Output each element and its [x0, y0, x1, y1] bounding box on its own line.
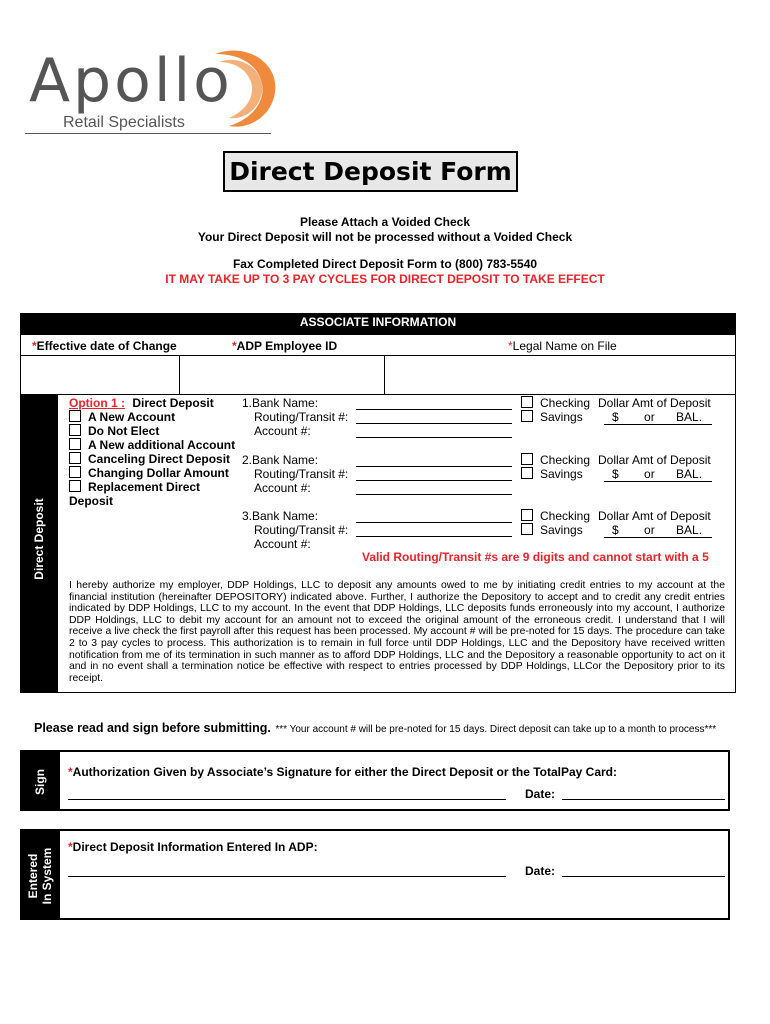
checkbox[interactable] [69, 452, 81, 464]
bank-3-name-line[interactable] [356, 522, 512, 523]
read-sign-prenote: *** Your account # will be pre-noted for 15 days. Direct deposit can take up to a month to process*** [275, 724, 717, 735]
checkbox[interactable] [69, 410, 81, 422]
effective-date-field[interactable] [20, 355, 180, 395]
sign-side-label: Sign [33, 769, 47, 795]
checkbox[interactable] [69, 480, 81, 492]
adp-employee-id-field[interactable] [180, 355, 385, 395]
account-type-3 [521, 509, 590, 537]
checkbox[interactable] [69, 424, 81, 436]
effective-date-label: *Effective date of Change [32, 339, 177, 353]
bank-1-name-line[interactable] [356, 409, 512, 410]
option-new-additional-account[interactable]: A New additional Account [69, 438, 239, 452]
signature-line[interactable] [68, 799, 506, 800]
entered-title: *Direct Deposit Information Entered In ADP: [68, 840, 318, 854]
account-type-1 [521, 396, 590, 424]
form-title: Direct Deposit Form [229, 157, 512, 186]
entered-date-line[interactable] [562, 876, 725, 877]
logo-underline [25, 133, 271, 134]
read-sign-note [34, 719, 764, 737]
option-replacement-direct-deposit[interactable]: Replacement Direct [69, 480, 239, 494]
checking-option[interactable]: Checking [521, 509, 590, 523]
option-canceling-direct-deposit[interactable]: Canceling Direct Deposit [69, 452, 239, 466]
entered-signature-line[interactable] [68, 876, 506, 877]
checkbox[interactable] [521, 523, 533, 535]
balance-label: BAL. [676, 523, 703, 537]
savings-option[interactable]: Savings [521, 410, 590, 424]
dollar-amount-header: Dollar Amt of Deposit [598, 396, 711, 410]
bank-1-routing-line[interactable] [356, 423, 512, 424]
bank-2-name-line[interactable] [356, 466, 512, 467]
dollar-sign: $ [612, 523, 619, 537]
authorization-text: I hereby authorize my employer, DDP Holdings, LLC to deposit any amounts owed to me by initiating credit entries to my account at the financial institution (hereinafter DEPOSITORY) indicated above. Further, I authorize the Depository to accept and to credit any credit entries indicated by DDP Holdings, LLC to my account. In the event that DDP Holdings, LLC deposits funds erroneously into my account, I authorize DDP Holdings, LLC to debit my account for an amount not to exceed the original amount of the erroneous credit. I understand that I will receive a live check the first payroll after this request has been processed. My account # will be pre-noted for 15 days. The procedure can take 2 to 3 pay cycles to process. This authorization is to remain in full force until DDP Holdings, LLC and the Depository have received written notification from me of its termination in such manner as to afford DDP Holdings, LLC and the Depository a reasonable opportunity to act on it and in no event shall a termination notice be effective with respect to entries processed by DDP Holdings, LLCor the Depository prior to its receipt. [69, 580, 725, 684]
account-type-2 [521, 453, 590, 481]
option-do-not-elect[interactable]: Do Not Elect [69, 424, 239, 438]
savings-option[interactable]: Savings [521, 523, 590, 537]
checkbox[interactable] [69, 438, 81, 450]
option-new-account[interactable]: A New Account [69, 410, 239, 424]
bank-name-label: 1.Bank Name: [242, 396, 319, 410]
not-processed-notice: Your Direct Deposit will not be processed without a Voided Check [197, 230, 573, 244]
option-changing-dollar-amount[interactable]: Changing Dollar Amount [69, 466, 239, 480]
bank-name-label: 3.Bank Name: [242, 509, 319, 523]
attach-voided-check: Please Attach a Voided Check [299, 215, 471, 229]
signature-date-label: Date: [525, 787, 556, 801]
associate-info-header [20, 313, 736, 335]
account-label: Account #: [254, 481, 311, 495]
legal-name-field[interactable] [385, 355, 736, 395]
bank-2-account-line[interactable] [356, 494, 512, 495]
checkbox[interactable] [521, 509, 533, 521]
form-title-box [223, 151, 518, 192]
adp-employee-id-label: *ADP Employee ID [232, 339, 338, 353]
or-label: or [644, 523, 655, 537]
logo-subtitle: Retail Specialists [63, 114, 185, 131]
option-heading: Option 1 : Direct Deposit [69, 396, 214, 410]
checkbox[interactable] [521, 410, 533, 422]
dollar-sign: $ [612, 467, 619, 481]
dollar-amount-2 [598, 453, 728, 482]
option-list [69, 410, 239, 508]
routing-label: Routing/Transit #: [254, 523, 349, 537]
bank-2-routing-line[interactable] [356, 480, 512, 481]
account-label: Account #: [254, 424, 311, 438]
account-label: Account #: [254, 537, 311, 551]
checkbox[interactable] [521, 467, 533, 479]
routing-warning: Valid Routing/Transit #s are 9 digits and cannot start with a 5 [362, 550, 709, 564]
entered-side-label: Entered In System [26, 847, 54, 905]
entered-date-label: Date: [525, 864, 556, 878]
bank-1-account-line[interactable] [356, 437, 512, 438]
row-divider [20, 394, 736, 395]
option-replacement-tail: Deposit [69, 494, 114, 508]
balance-label: BAL. [676, 410, 703, 424]
company-logo [25, 38, 275, 138]
dollar-amount-header: Dollar Amt of Deposit [598, 509, 711, 523]
balance-label: BAL. [676, 467, 703, 481]
legal-name-label: *Legal Name on File [508, 339, 617, 353]
pay-cycle-warning: IT MAY TAKE UP TO 3 PAY CYCLES FOR DIRECT DEPOSIT TO TAKE EFFECT [165, 272, 605, 286]
dollar-amount-header: Dollar Amt of Deposit [598, 453, 711, 467]
signature-box [20, 750, 730, 811]
logo-wordmark: Apollo [29, 46, 233, 116]
routing-label: Routing/Transit #: [254, 467, 349, 481]
checking-option[interactable]: Checking [521, 396, 590, 410]
checkbox[interactable] [521, 396, 533, 408]
savings-option[interactable]: Savings [521, 467, 590, 481]
checkbox[interactable] [521, 453, 533, 465]
bank-3-routing-line[interactable] [356, 536, 512, 537]
dollar-amount-1 [598, 396, 728, 425]
bank-name-label: 2.Bank Name: [242, 453, 319, 467]
direct-deposit-side-label: Direct Deposit [32, 498, 46, 580]
checking-option[interactable]: Checking [521, 453, 590, 467]
logo-swoosh-icon [175, 40, 287, 136]
fax-instructions: Fax Completed Direct Deposit Form to (800) 783-5540 [232, 257, 538, 271]
associate-info-title: ASSOCIATE INFORMATION [299, 315, 457, 329]
or-label: or [644, 410, 655, 424]
dollar-sign: $ [612, 410, 619, 424]
routing-label: Routing/Transit #: [254, 410, 349, 424]
checkbox[interactable] [69, 466, 81, 478]
signature-title: *Authorization Given by Associate’s Signature for either the Direct Deposit or the TotalPay Card: [68, 765, 617, 779]
or-label: or [644, 467, 655, 481]
read-sign-bold: Please read and sign before submitting. [34, 721, 271, 735]
dollar-amount-3 [598, 509, 728, 538]
signature-date-line[interactable] [562, 799, 725, 800]
